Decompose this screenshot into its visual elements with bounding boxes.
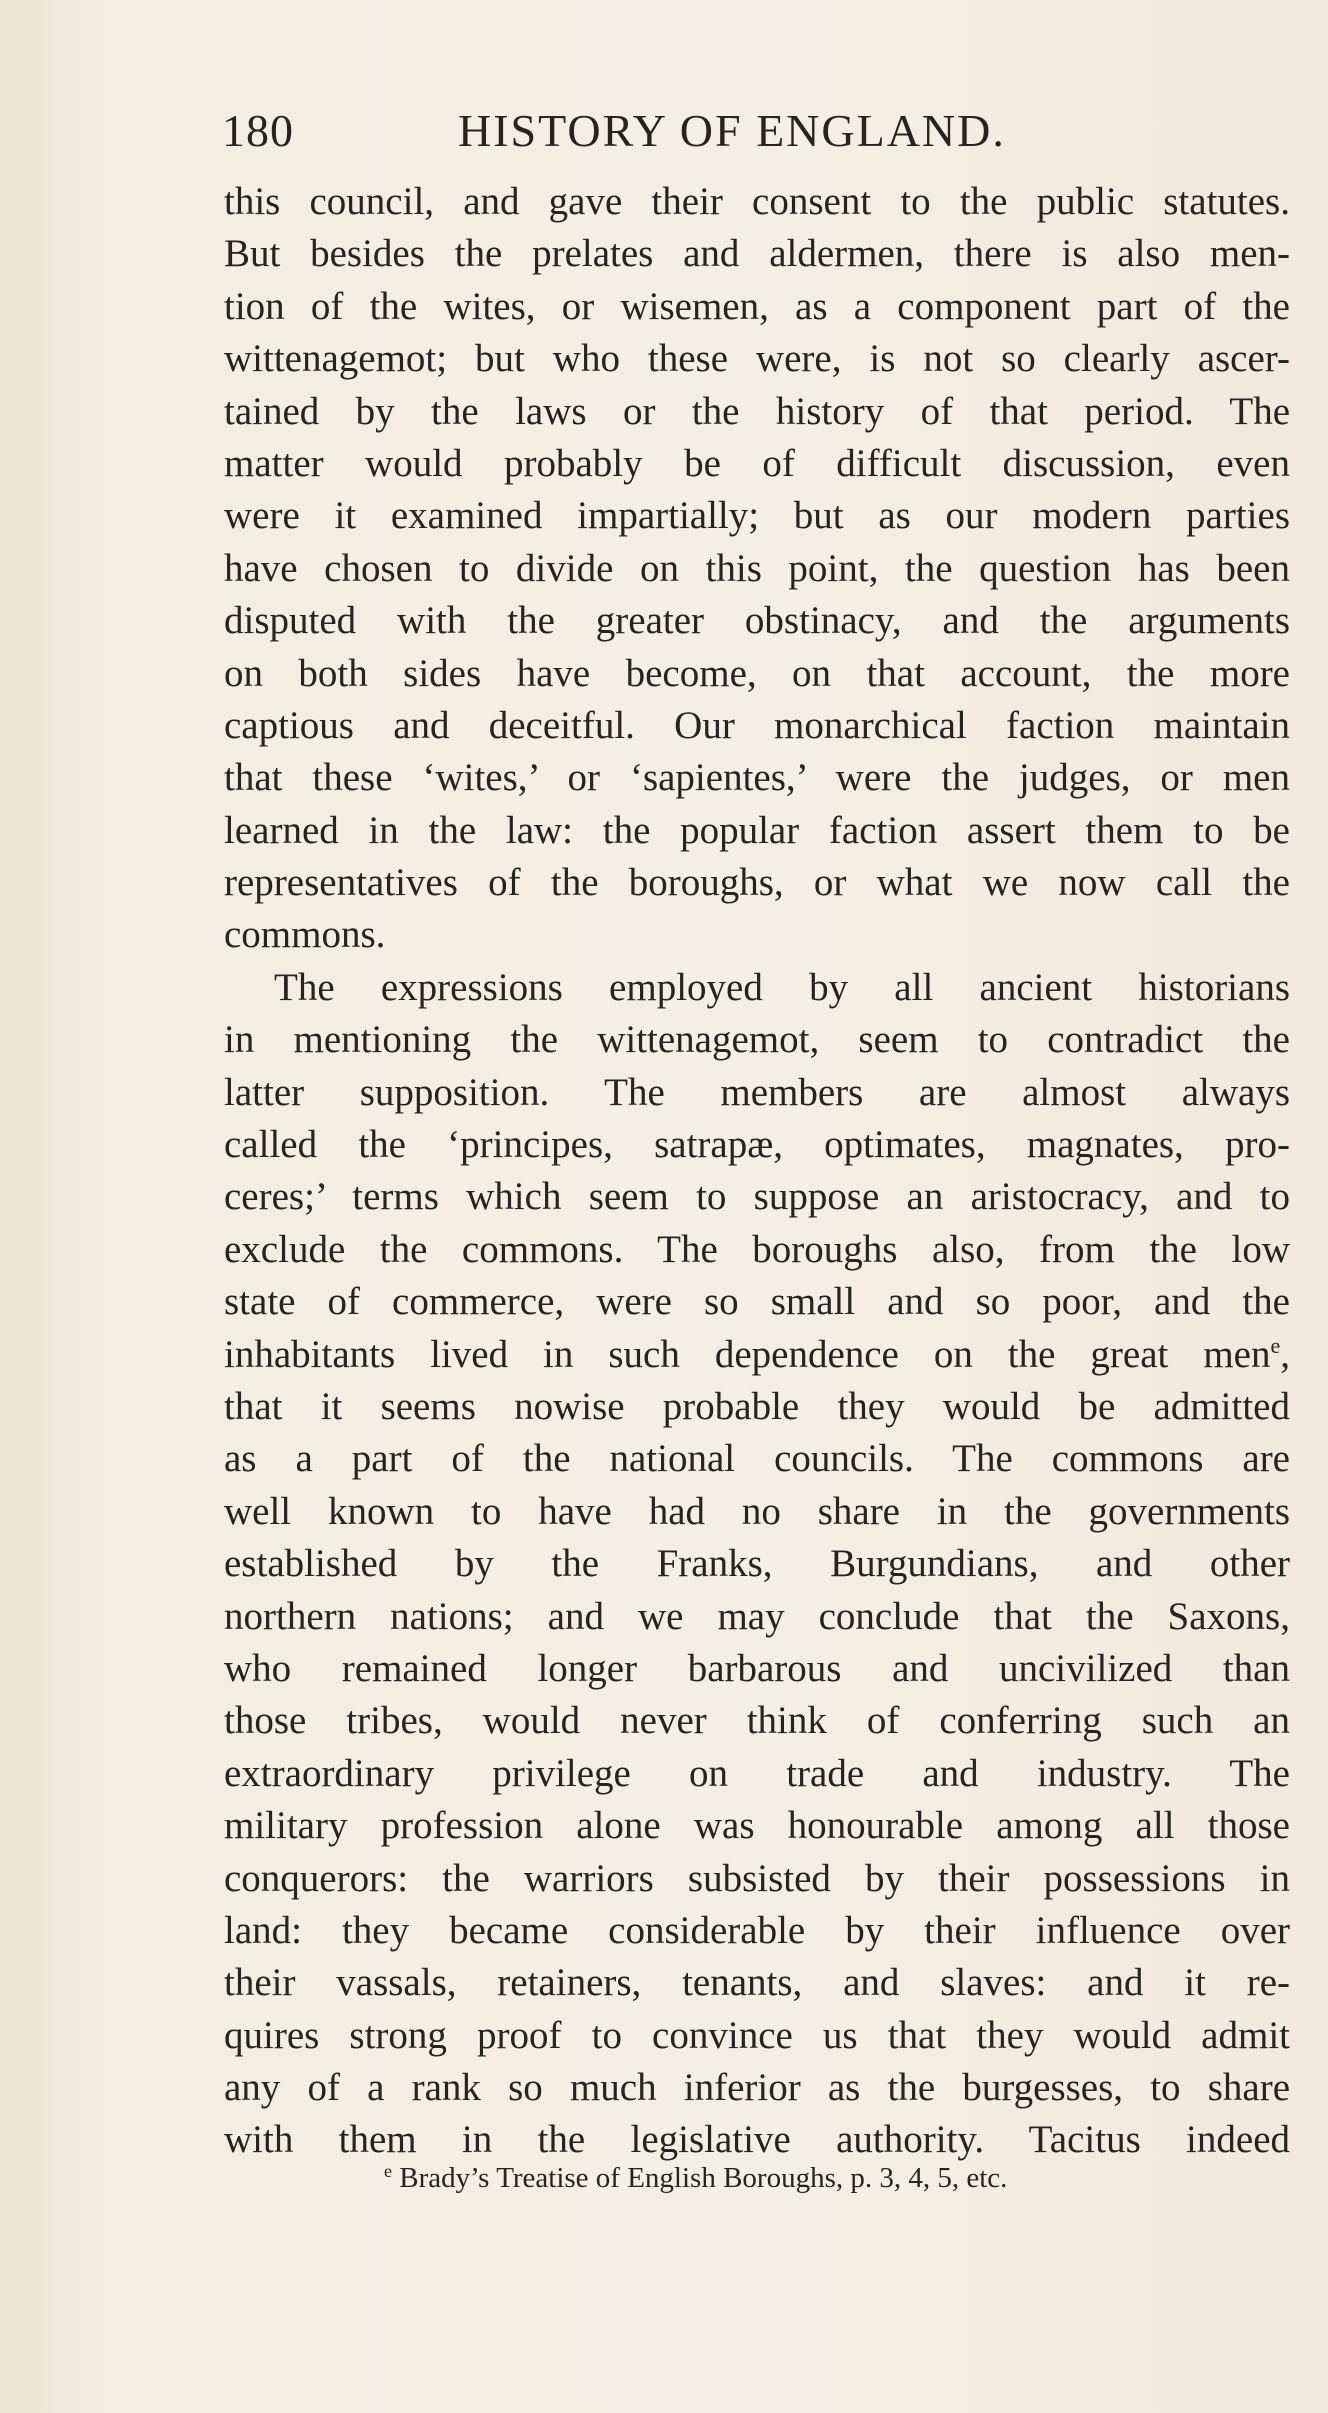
text-line: tion of the wites, or wisemen, as a component part of the <box>224 284 1290 328</box>
text-line: on both sides have become, on that account, the more <box>224 651 1290 695</box>
line-tail: , <box>1280 1332 1290 1376</box>
text-line: latter supposition. The members are almost always <box>224 1070 1290 1114</box>
text-line: disputed with the greater obstinacy, and the arguments <box>224 599 1290 643</box>
footnote-marker: e <box>384 2161 392 2181</box>
text-line: extraordinary privilege on trade and industry. The <box>224 1751 1290 1795</box>
text-line: matter would probably be of difficult discussion, even <box>224 441 1290 485</box>
text-line: have chosen to divide on this point, the question has been <box>224 546 1290 590</box>
text-line: land: they became considerable by their influence over <box>224 1908 1290 1952</box>
text-line: with them in the legislative authority. Tacitus indeed <box>224 2118 1290 2162</box>
text-line: called the ‘principes, satrapæ, optimates, magnates, pro- <box>224 1123 1290 1167</box>
text-line: that these ‘wites,’ or ‘sapientes,’ were the judges, or men <box>224 756 1290 800</box>
body-text <box>224 176 1290 2167</box>
text-line-with-note <box>224 1329 1290 1381</box>
text-line: learned in the law: the popular faction assert them to be <box>224 808 1290 852</box>
running-header <box>222 104 1282 164</box>
text-line: wittenagemot; but who these were, is not so clearly ascer- <box>224 337 1290 381</box>
text-line: military profession alone was honourable among all those <box>224 1804 1290 1848</box>
text-line: representatives of the boroughs, or what we now call the <box>224 861 1290 905</box>
text-line: commons. <box>224 913 386 957</box>
text-line: But besides the prelates and aldermen, there is also men- <box>224 232 1290 276</box>
footnote-text: Brady’s Treatise of English Boroughs, p. 3, 4, 5, etc. <box>399 2162 1008 2194</box>
text-line: tained by the laws or the history of that period. The <box>224 389 1290 433</box>
text-line: established by the Franks, Burgundians, and other <box>224 1542 1290 1586</box>
text-line: any of a rank so much inferior as the burgesses, to share <box>224 2066 1290 2110</box>
text-line: that it seems nowise probable they would be admitted <box>224 1384 1290 1428</box>
text-line: their vassals, retainers, tenants, and slaves: and it re- <box>224 1961 1290 2005</box>
footnote-reference: e <box>1270 1332 1281 1358</box>
text-line: this council, and gave their consent to the public statutes. <box>224 180 1290 223</box>
text-line: those tribes, would never think of conferring such an <box>224 1699 1290 1743</box>
text-line: well known to have had no share in the governments <box>224 1489 1290 1533</box>
page-number: 180 <box>222 105 294 156</box>
text-line: who remained longer barbarous and uncivilized than <box>224 1646 1290 1690</box>
text-line: quires strong proof to convince us that they would admit <box>224 2013 1290 2057</box>
text-line: were it examined impartially; but as our modern parties <box>224 494 1290 538</box>
text-line: ceres;’ terms which seem to suppose an aristocracy, and to <box>224 1175 1290 1219</box>
text-line-content: inhabitants lived in such dependence on the great men <box>224 1332 1271 1376</box>
text-line: northern nations; and we may conclude that the Saxons, <box>224 1594 1290 1638</box>
text-line: conquerors: the warriors subsisted by their possessions in <box>224 1856 1290 1900</box>
paragraph-start-line: The expressions employed by all ancient historians <box>274 965 1290 1009</box>
text-line: exclude the commons. The boroughs also, from the low <box>224 1227 1290 1271</box>
footnote <box>384 2162 1007 2195</box>
text-line: as a part of the national councils. The commons are <box>224 1437 1290 1481</box>
text-line: in mentioning the wittenagemot, seem to contradict the <box>224 1018 1290 1062</box>
text-line: state of commerce, were so small and so poor, and the <box>224 1280 1290 1324</box>
running-title: HISTORY OF ENGLAND. <box>458 105 1006 156</box>
text-line: captious and deceitful. Our monarchical faction maintain <box>224 703 1290 747</box>
